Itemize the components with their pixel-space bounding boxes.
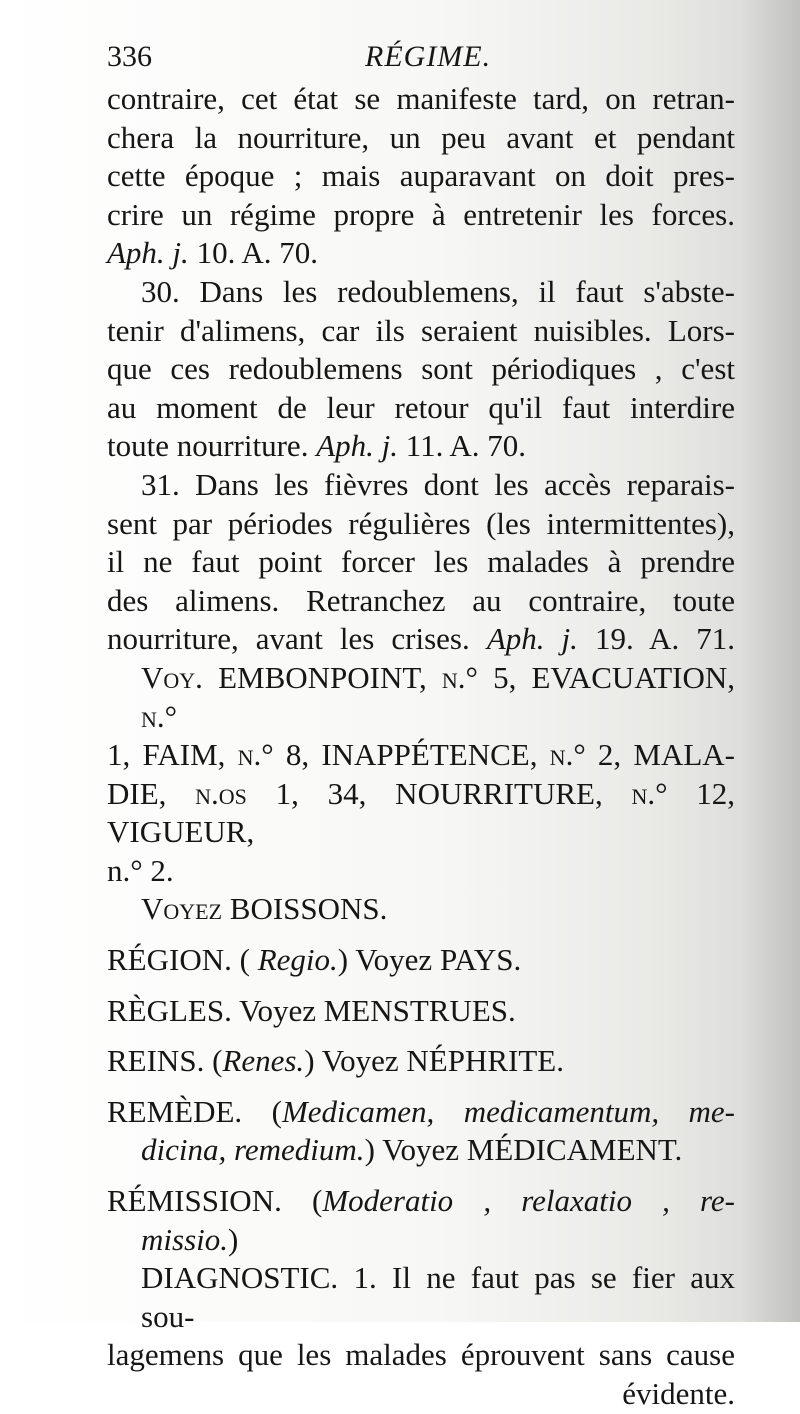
- entry-reins: [107, 1042, 735, 1081]
- cross-ref: MÉDICAMENT.: [466, 1132, 683, 1168]
- text-fragment: Voyez: [231, 992, 324, 1028]
- latin-term: Medicamen, medicamentum, me-: [281, 1093, 735, 1129]
- entry-line: [107, 1221, 735, 1260]
- cross-ref: NÉPHRITE.: [406, 1043, 564, 1079]
- entry-region: [107, 941, 735, 980]
- entry-line: [107, 1042, 735, 1081]
- text-fragment: nourriture, avant les crises.: [107, 621, 487, 657]
- entry-headword: REINS.: [107, 1043, 205, 1079]
- aphorism-citation: Aph. j.: [107, 235, 189, 271]
- spacer: [107, 929, 735, 941]
- entry-remission: [107, 1182, 735, 1259]
- catchword: évidente.: [622, 1376, 735, 1411]
- citation-numbers: 10. A. 70.: [188, 235, 318, 271]
- latin-term: Regio.: [257, 942, 338, 978]
- diagnostic-paragraph: [107, 1259, 735, 1413]
- citation-line: [107, 234, 735, 273]
- paragraph-31: [107, 466, 735, 659]
- cross-references: [107, 659, 735, 929]
- entry-remede: [107, 1093, 735, 1170]
- text-line: au moment de leur retour qu'il faut interdire: [107, 389, 735, 425]
- text-line: cette époque ; mais auparavant on doit pres-: [107, 158, 735, 194]
- latin-term: Renes.: [222, 1043, 305, 1079]
- text-line: 30. Dans les redoublemens, il faut s'abste-: [141, 273, 735, 309]
- spacer: [107, 1081, 735, 1093]
- section-label: DIAGNOSTIC.: [141, 1260, 339, 1296]
- text-line: n.° 2.: [107, 852, 174, 888]
- spacer: [107, 1030, 735, 1042]
- text-line: [107, 1259, 735, 1336]
- aphorism-citation: Aph. j.: [316, 428, 399, 464]
- voyez-boissons: Voyez BOISSONS.: [141, 891, 388, 927]
- cross-ref: MENSTRUES.: [323, 992, 516, 1028]
- text-line: il ne faut point forcer les malades à prendre: [107, 544, 735, 580]
- spacer: [107, 980, 735, 992]
- page-number: 336: [107, 40, 152, 73]
- text-line: contraire, cet état se manifeste tard, on retran-: [107, 81, 735, 116]
- paragraph-30: [107, 273, 735, 466]
- citation-numbers: 19. A. 71.: [577, 621, 735, 657]
- page-body: [107, 80, 735, 1414]
- text-line: 1, FAIM, n.° 8, INAPPÉTENCE, n.° 2, MALA-: [107, 737, 735, 773]
- text-line: DIE, n.os 1, 34, NOURRITURE, n.° 12, VIGUEUR,: [107, 775, 735, 850]
- text-fragment: ) Voyez: [304, 1043, 407, 1079]
- text-fragment: (: [281, 1183, 323, 1219]
- paragraph-intro: [107, 80, 735, 273]
- entry-headword: RÈGLES.: [107, 992, 232, 1028]
- citation-numbers: 11. A. 70.: [398, 428, 527, 464]
- running-head: RÉGIME.: [365, 40, 492, 73]
- text-line: crire un régime propre à entretenir les forces.: [107, 196, 735, 232]
- entry-regles: [107, 992, 735, 1031]
- text-fragment: (: [242, 1093, 282, 1129]
- cross-ref: PAYS.: [439, 942, 522, 978]
- entry-line: [107, 941, 735, 980]
- entry-headword: RÉMISSION.: [107, 1183, 282, 1219]
- text-line: chera la nourriture, un peu avant et pendant: [107, 119, 735, 155]
- text-fragment: ) Voyez: [337, 942, 440, 978]
- entry-line: [107, 1131, 735, 1170]
- entry-headword: RÉGION.: [107, 942, 232, 978]
- text-line: tenir d'alimens, car ils seraient nuisibles. Lors-: [107, 312, 735, 348]
- text-fragment: 1. Il ne faut pas se fier aux sou-: [141, 1260, 735, 1334]
- latin-term: dicina, remedium.: [141, 1132, 365, 1168]
- text-line: sent par périodes régulières (les intermittentes),: [107, 505, 735, 541]
- page-header: [107, 40, 727, 80]
- text-line: que ces redoublemens sont périodiques , c'est: [107, 351, 735, 387]
- text-fragment: ): [228, 1221, 239, 1257]
- latin-term: missio.: [141, 1221, 228, 1257]
- text-fragment: toute nourriture.: [107, 428, 317, 464]
- citation-line: [107, 620, 735, 659]
- text-fragment: (: [204, 1043, 223, 1079]
- aphorism-citation: Aph. j.: [486, 621, 578, 657]
- text-fragment: (: [231, 942, 258, 978]
- text-fragment: ) Voyez: [364, 1132, 467, 1168]
- citation-line: [107, 427, 735, 466]
- text-line: des alimens. Retranchez au contraire, toute: [107, 582, 735, 618]
- latin-term: Moderatio , relaxatio , re-: [322, 1183, 736, 1219]
- text-line: lagemens que les malades éprouvent sans cause: [107, 1337, 735, 1373]
- entry-line: [107, 992, 735, 1031]
- entry-line: [107, 1093, 735, 1132]
- text-line: Voy. EMBONPOINT, n.° 5, EVACUATION, n.°: [141, 659, 735, 734]
- spacer: [107, 1170, 735, 1182]
- text-line: 31. Dans les fièvres dont les accès reparais-: [141, 466, 735, 502]
- entry-headword: REMÈDE.: [107, 1093, 243, 1129]
- entry-line: [107, 1182, 735, 1221]
